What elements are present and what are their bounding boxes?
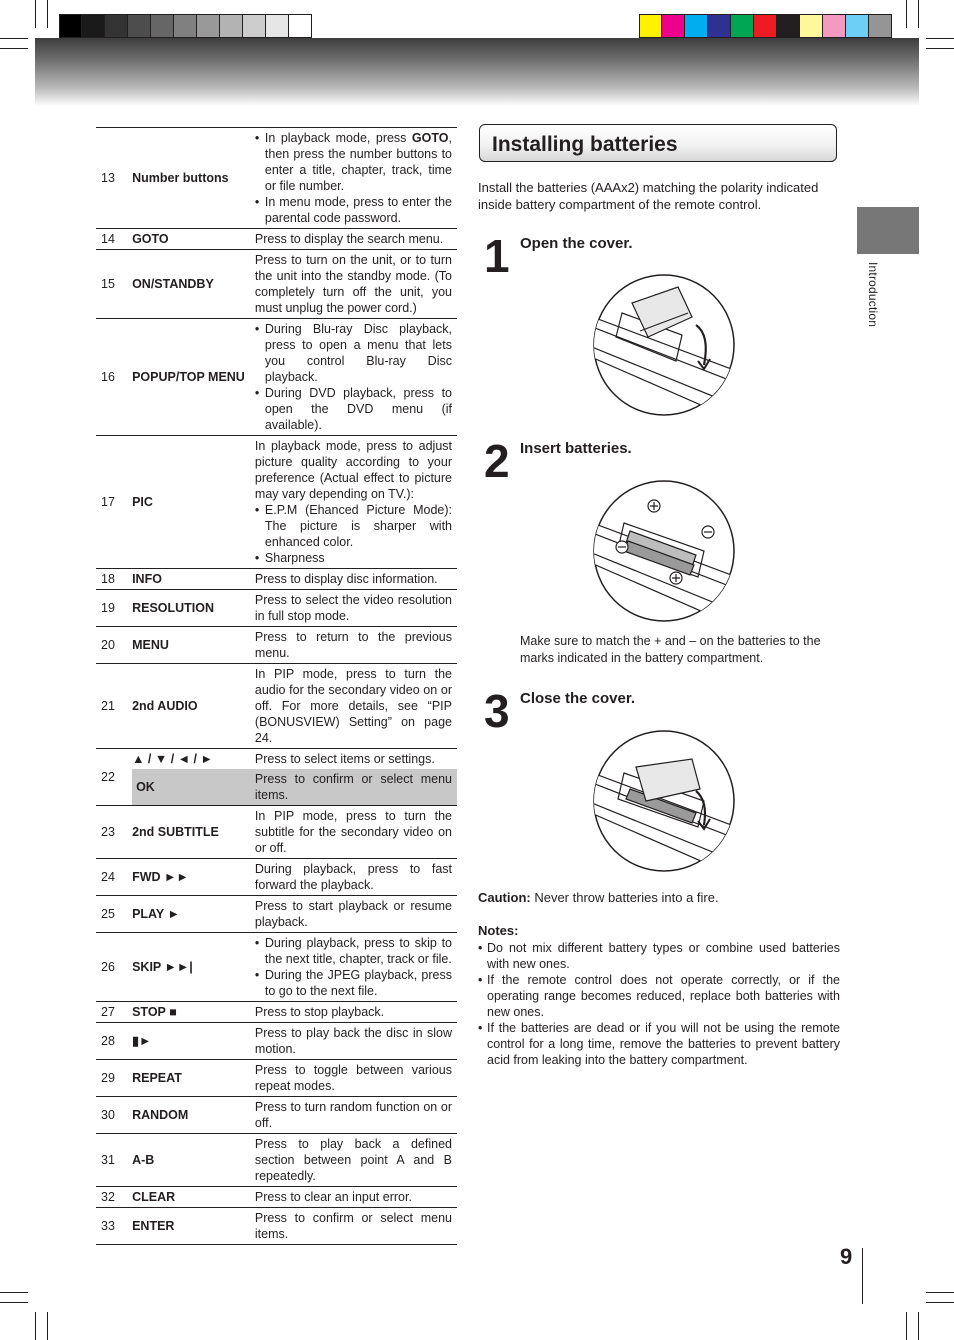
table-row <box>96 229 457 250</box>
table-row <box>96 627 457 664</box>
description-bullet: • During DVD playback, press to open the DVD menu (if available). <box>255 385 452 433</box>
button-name: OK <box>132 769 255 806</box>
crop-mark <box>35 1312 36 1340</box>
button-description <box>255 1097 457 1134</box>
row-number: 16 <box>101 370 115 384</box>
table-row <box>96 1002 457 1023</box>
crop-mark <box>906 0 907 28</box>
button-description <box>255 436 457 569</box>
color-swatch <box>685 14 708 38</box>
row-number: 26 <box>101 960 115 974</box>
row-number: 28 <box>101 1034 115 1048</box>
table-row <box>96 1023 457 1060</box>
table-row <box>96 1134 457 1187</box>
table-row <box>96 933 457 1002</box>
table-row <box>96 569 457 590</box>
button-description <box>255 1187 457 1208</box>
table-row <box>96 749 457 770</box>
button-description <box>255 319 457 436</box>
color-calibration-bar <box>639 14 892 38</box>
color-swatch <box>197 14 220 38</box>
step-number: 2 <box>484 435 510 487</box>
color-swatch <box>174 14 197 38</box>
color-swatch <box>869 14 892 38</box>
color-swatch <box>151 14 174 38</box>
button-name: INFO <box>132 572 162 586</box>
row-number: 17 <box>101 495 115 509</box>
color-swatch <box>128 14 151 38</box>
button-description <box>255 664 457 749</box>
crop-mark <box>47 0 48 28</box>
button-name: REPEAT <box>132 1071 182 1085</box>
crop-mark <box>0 1302 28 1303</box>
description-text: Press to display the search menu. <box>254 232 444 246</box>
button-name: ON/STANDBY <box>132 277 214 291</box>
description-text: During playback, press to fast forward the playback. <box>254 862 452 892</box>
button-name: RANDOM <box>132 1108 189 1122</box>
button-name: FWD ►► <box>132 870 189 884</box>
description-bullet: • E.P.M (Ehanced Picture Mode): The picture is sharper with enhanced color. <box>255 502 452 550</box>
button-name: PIC <box>132 495 153 509</box>
button-description <box>255 859 457 896</box>
color-swatch <box>731 14 754 38</box>
table-row <box>96 1187 457 1208</box>
table-row <box>96 250 457 319</box>
button-name: ▲ / ▼ / ◄ / ► <box>132 752 213 766</box>
button-description <box>255 229 457 250</box>
row-number: 23 <box>101 825 115 839</box>
step-label: Insert batteries. <box>520 440 632 457</box>
button-description <box>255 933 457 1002</box>
button-name: SKIP ►►| <box>132 960 193 974</box>
button-description <box>255 627 457 664</box>
description-text: In PIP mode, press to turn the audio for the secondary video on or off. For more details, see “PIP (BONUSVIEW) Setting” on page 24. <box>254 667 452 745</box>
page-edge-mark <box>862 1248 863 1304</box>
note-item: • Do not mix different battery types or combine used batteries with new ones. <box>478 940 840 972</box>
section-title-box <box>479 124 837 162</box>
side-tab <box>857 207 919 254</box>
table-row <box>96 590 457 627</box>
description-text: Press to toggle between various repeat modes. <box>254 1063 452 1093</box>
row-number: 24 <box>101 870 115 884</box>
row-number: 15 <box>101 277 115 291</box>
color-swatch <box>754 14 777 38</box>
button-description <box>255 1208 457 1245</box>
crop-mark <box>35 0 36 28</box>
section-title: Installing batteries <box>492 133 678 156</box>
header-band <box>35 38 919 106</box>
description-text: In PIP mode, press to turn the subtitle for the secondary video on or off. <box>254 809 452 855</box>
note-item: • If the remote control does not operate correctly, or if the operating range becomes reduced, replace both batteries with new ones. <box>478 972 840 1020</box>
button-description <box>255 1060 457 1097</box>
color-swatch <box>662 14 685 38</box>
caution-label: Caution: <box>478 890 531 905</box>
side-label: Introduction <box>866 262 880 328</box>
row-number: 13 <box>101 171 115 185</box>
step-label: Open the cover. <box>520 235 633 252</box>
color-swatch <box>708 14 731 38</box>
button-description <box>255 806 457 859</box>
page-number: 9 <box>840 1244 853 1269</box>
crop-mark <box>906 1312 907 1340</box>
color-swatch <box>846 14 869 38</box>
table-row <box>96 859 457 896</box>
description-text: Press to stop playback. <box>254 1005 385 1019</box>
note-item: • If the batteries are dead or if you will not be using the remote control for a long time, remove the batteries to prevent battery acid from leaking into the battery compartment. <box>478 1020 840 1068</box>
table-row <box>96 1208 457 1245</box>
button-description <box>255 896 457 933</box>
description-text: Press to turn on the unit, or to turn the unit into the standby mode. (To completely turn off the unit, you must unplug the power cord.) <box>254 253 452 315</box>
color-swatch <box>82 14 105 38</box>
crop-mark <box>926 1292 954 1293</box>
button-name: MENU <box>132 638 169 652</box>
row-number: 32 <box>101 1190 115 1204</box>
step-number: 3 <box>484 685 510 737</box>
button-name: GOTO <box>132 232 169 246</box>
button-name: PLAY ► <box>132 907 180 921</box>
crop-mark <box>0 38 28 39</box>
color-swatch <box>823 14 846 38</box>
button-description <box>255 250 457 319</box>
table-row <box>96 319 457 436</box>
crop-mark <box>926 48 954 49</box>
button-description <box>255 128 457 229</box>
row-number: 29 <box>101 1071 115 1085</box>
row-number: 27 <box>101 1005 115 1019</box>
crop-mark <box>926 1302 954 1303</box>
row-number: 21 <box>101 699 115 713</box>
step-label: Close the cover. <box>520 690 636 707</box>
table-row <box>96 896 457 933</box>
color-swatch <box>289 14 312 38</box>
table-row <box>96 1060 457 1097</box>
crop-mark <box>47 1312 48 1340</box>
crop-mark <box>918 1312 919 1340</box>
row-number: 18 <box>101 572 115 586</box>
description-text: Press to clear an input error. <box>254 1190 412 1204</box>
description-bullet: • During playback, press to skip to the next title, chapter, track or file. <box>255 935 452 967</box>
crop-mark <box>926 38 954 39</box>
color-swatch <box>266 14 289 38</box>
step-number: 1 <box>484 230 510 282</box>
color-swatch <box>639 14 662 38</box>
caution-text <box>478 890 719 905</box>
table-row <box>96 769 457 806</box>
description-text: In playback mode, press to adjust picture quality according to your preference (Actual effect to picture may vary depending on TV.): <box>254 439 452 501</box>
button-name: CLEAR <box>132 1190 176 1204</box>
button-description <box>255 590 457 627</box>
button-name: RESOLUTION <box>132 601 215 615</box>
button-description <box>255 1023 457 1060</box>
table-row <box>96 1097 457 1134</box>
button-name: 2nd AUDIO <box>132 699 198 713</box>
row-number: 31 <box>101 1153 115 1167</box>
button-name: STOP ■ <box>132 1005 177 1019</box>
description-bullet: • During Blu-ray Disc playback, press to open a menu that lets you control Blu-ray Disc playback. <box>255 321 452 385</box>
description-text: Press to return to the previous menu. <box>254 630 452 660</box>
remote-open-cover-illustration <box>592 273 737 418</box>
caution-body: Never throw batteries into a fire. <box>530 890 719 905</box>
notes-list <box>478 940 840 1068</box>
description-text: Press to play back a defined section between point A and B repeatedly. <box>254 1137 452 1183</box>
row-number: 22 <box>101 770 115 784</box>
table-row <box>96 436 457 569</box>
bold-keyword: GOTO <box>411 131 449 145</box>
row-number: 33 <box>101 1219 115 1233</box>
row-number: 30 <box>101 1108 115 1122</box>
button-description <box>255 749 457 770</box>
crop-mark <box>0 48 28 49</box>
crop-mark <box>0 1292 28 1293</box>
description-text: Press to confirm or select menu items. <box>254 1211 452 1241</box>
description-text: Press to play back the disc in slow motion. <box>254 1026 452 1056</box>
row-number: 19 <box>101 601 115 615</box>
color-swatch <box>243 14 266 38</box>
description-text: Press to display disc information. <box>254 572 438 586</box>
button-description <box>255 569 457 590</box>
button-name: POPUP/TOP MENU <box>132 370 245 384</box>
description-bullet: • During the JPEG playback, press to go to the next file. <box>255 967 452 999</box>
button-description <box>255 1002 457 1023</box>
description-text: Press to select the video resolution in full stop mode. <box>254 593 452 623</box>
table-row <box>96 806 457 859</box>
table-row <box>96 664 457 749</box>
description-text: Press to turn random function on or off. <box>254 1100 452 1130</box>
row-number: 14 <box>101 232 115 246</box>
description-bullet: • Sharpness <box>255 550 452 566</box>
step-note: Make sure to match the + and – on the batteries to the marks indicated in the battery compartment. <box>520 634 821 665</box>
button-description <box>255 1134 457 1187</box>
button-name: A-B <box>132 1153 155 1167</box>
row-number: 25 <box>101 907 115 921</box>
row-number: 20 <box>101 638 115 652</box>
color-swatch <box>777 14 800 38</box>
color-swatch <box>800 14 823 38</box>
button-description: Press to confirm or select menu items. <box>255 769 457 806</box>
crop-mark <box>918 0 919 28</box>
intro-text: Install the batteries (AAAx2) matching the polarity indicated inside battery compartment of the remote control. <box>478 180 819 212</box>
description-text: Press to start playback or resume playback. <box>254 899 452 929</box>
description-bullet: • In playback mode, press GOTO, then press the number buttons to enter a title, chapter, track, time or file number. <box>255 130 452 194</box>
button-name: ENTER <box>132 1219 175 1233</box>
gray-calibration-bar <box>59 14 312 38</box>
remote-insert-batteries-illustration <box>592 479 737 624</box>
button-name: Number buttons <box>132 171 229 185</box>
color-swatch <box>105 14 128 38</box>
remote-close-cover-illustration <box>592 729 737 874</box>
color-swatch <box>59 14 82 38</box>
button-description-table <box>96 127 457 1245</box>
table-row <box>96 128 457 229</box>
description-bullet: • In menu mode, press to enter the parental code password. <box>255 194 452 226</box>
button-name: 2nd SUBTITLE <box>132 825 219 839</box>
notes-heading: Notes: <box>478 923 519 938</box>
color-swatch <box>220 14 243 38</box>
description-text: Press to select items or settings. <box>254 752 435 766</box>
button-name: ▮► <box>132 1034 152 1048</box>
